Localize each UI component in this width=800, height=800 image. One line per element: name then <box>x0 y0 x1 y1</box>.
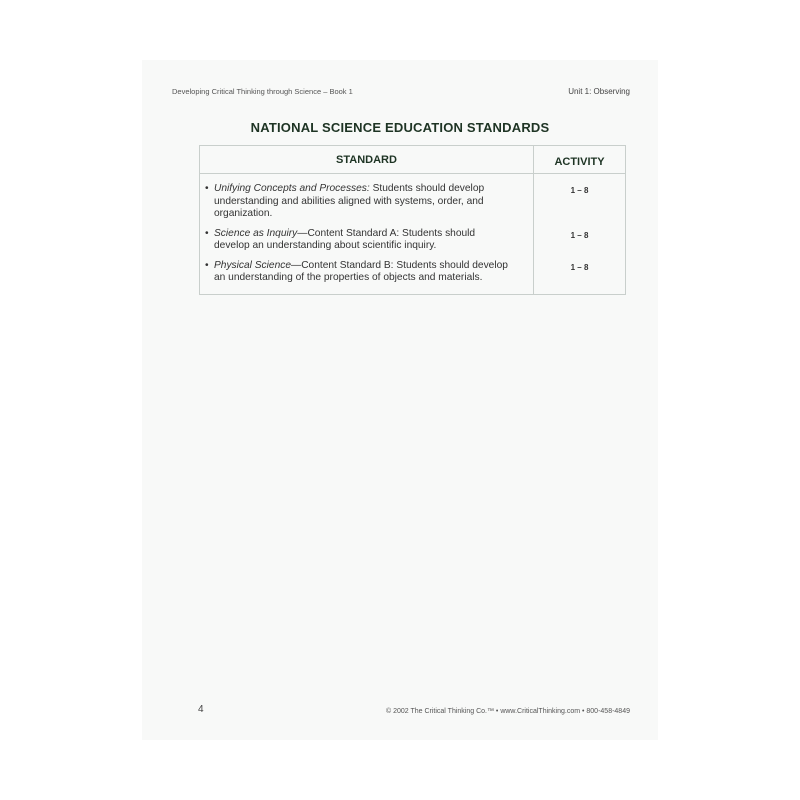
activity-cell: 1 – 8 <box>534 221 626 253</box>
standard-name: Physical Science <box>214 259 292 271</box>
standard-text: —Content Standard A: Students should develop an understanding about scientific inquiry. <box>214 227 476 251</box>
standards-table <box>199 145 626 295</box>
column-header-standard: STANDARD <box>200 146 534 174</box>
bullet: • <box>205 227 209 239</box>
standard-cell <box>200 174 534 221</box>
column-header-activity: ACTIVITY <box>534 146 626 174</box>
standard-cell <box>200 221 534 253</box>
standard-cell <box>200 253 534 295</box>
page-number: 4 <box>198 704 204 715</box>
standard-name: Science as Inquiry <box>214 227 298 239</box>
document-page <box>142 60 658 740</box>
table-row <box>200 174 626 221</box>
footer-copyright: © 2002 The Critical Thinking Co.™ • www.CriticalThinking.com • 800-458-4849 <box>385 708 630 715</box>
bullet: • <box>205 183 209 194</box>
table-header-row <box>200 146 626 174</box>
running-header-unit: Unit 1: Observing <box>568 87 630 96</box>
activity-cell: 1 – 8 <box>534 253 626 295</box>
table-row <box>200 253 626 295</box>
standard-text: —Content Standard B: Students should develop an understanding of the properties of objects and materials. <box>214 259 508 283</box>
table-row <box>200 221 626 253</box>
running-header-book-title: Developing Critical Thinking through Science – Book 1 <box>172 87 353 96</box>
page-title: NATIONAL SCIENCE EDUCATION STANDARDS <box>250 120 550 135</box>
standard-text: Students should develop understanding and abilities aligned with systems, order, and organization. <box>214 183 485 219</box>
activity-cell: 1 – 8 <box>534 174 626 221</box>
bullet: • <box>205 259 209 271</box>
standard-name: Unifying Concepts and Processes: <box>214 183 370 194</box>
